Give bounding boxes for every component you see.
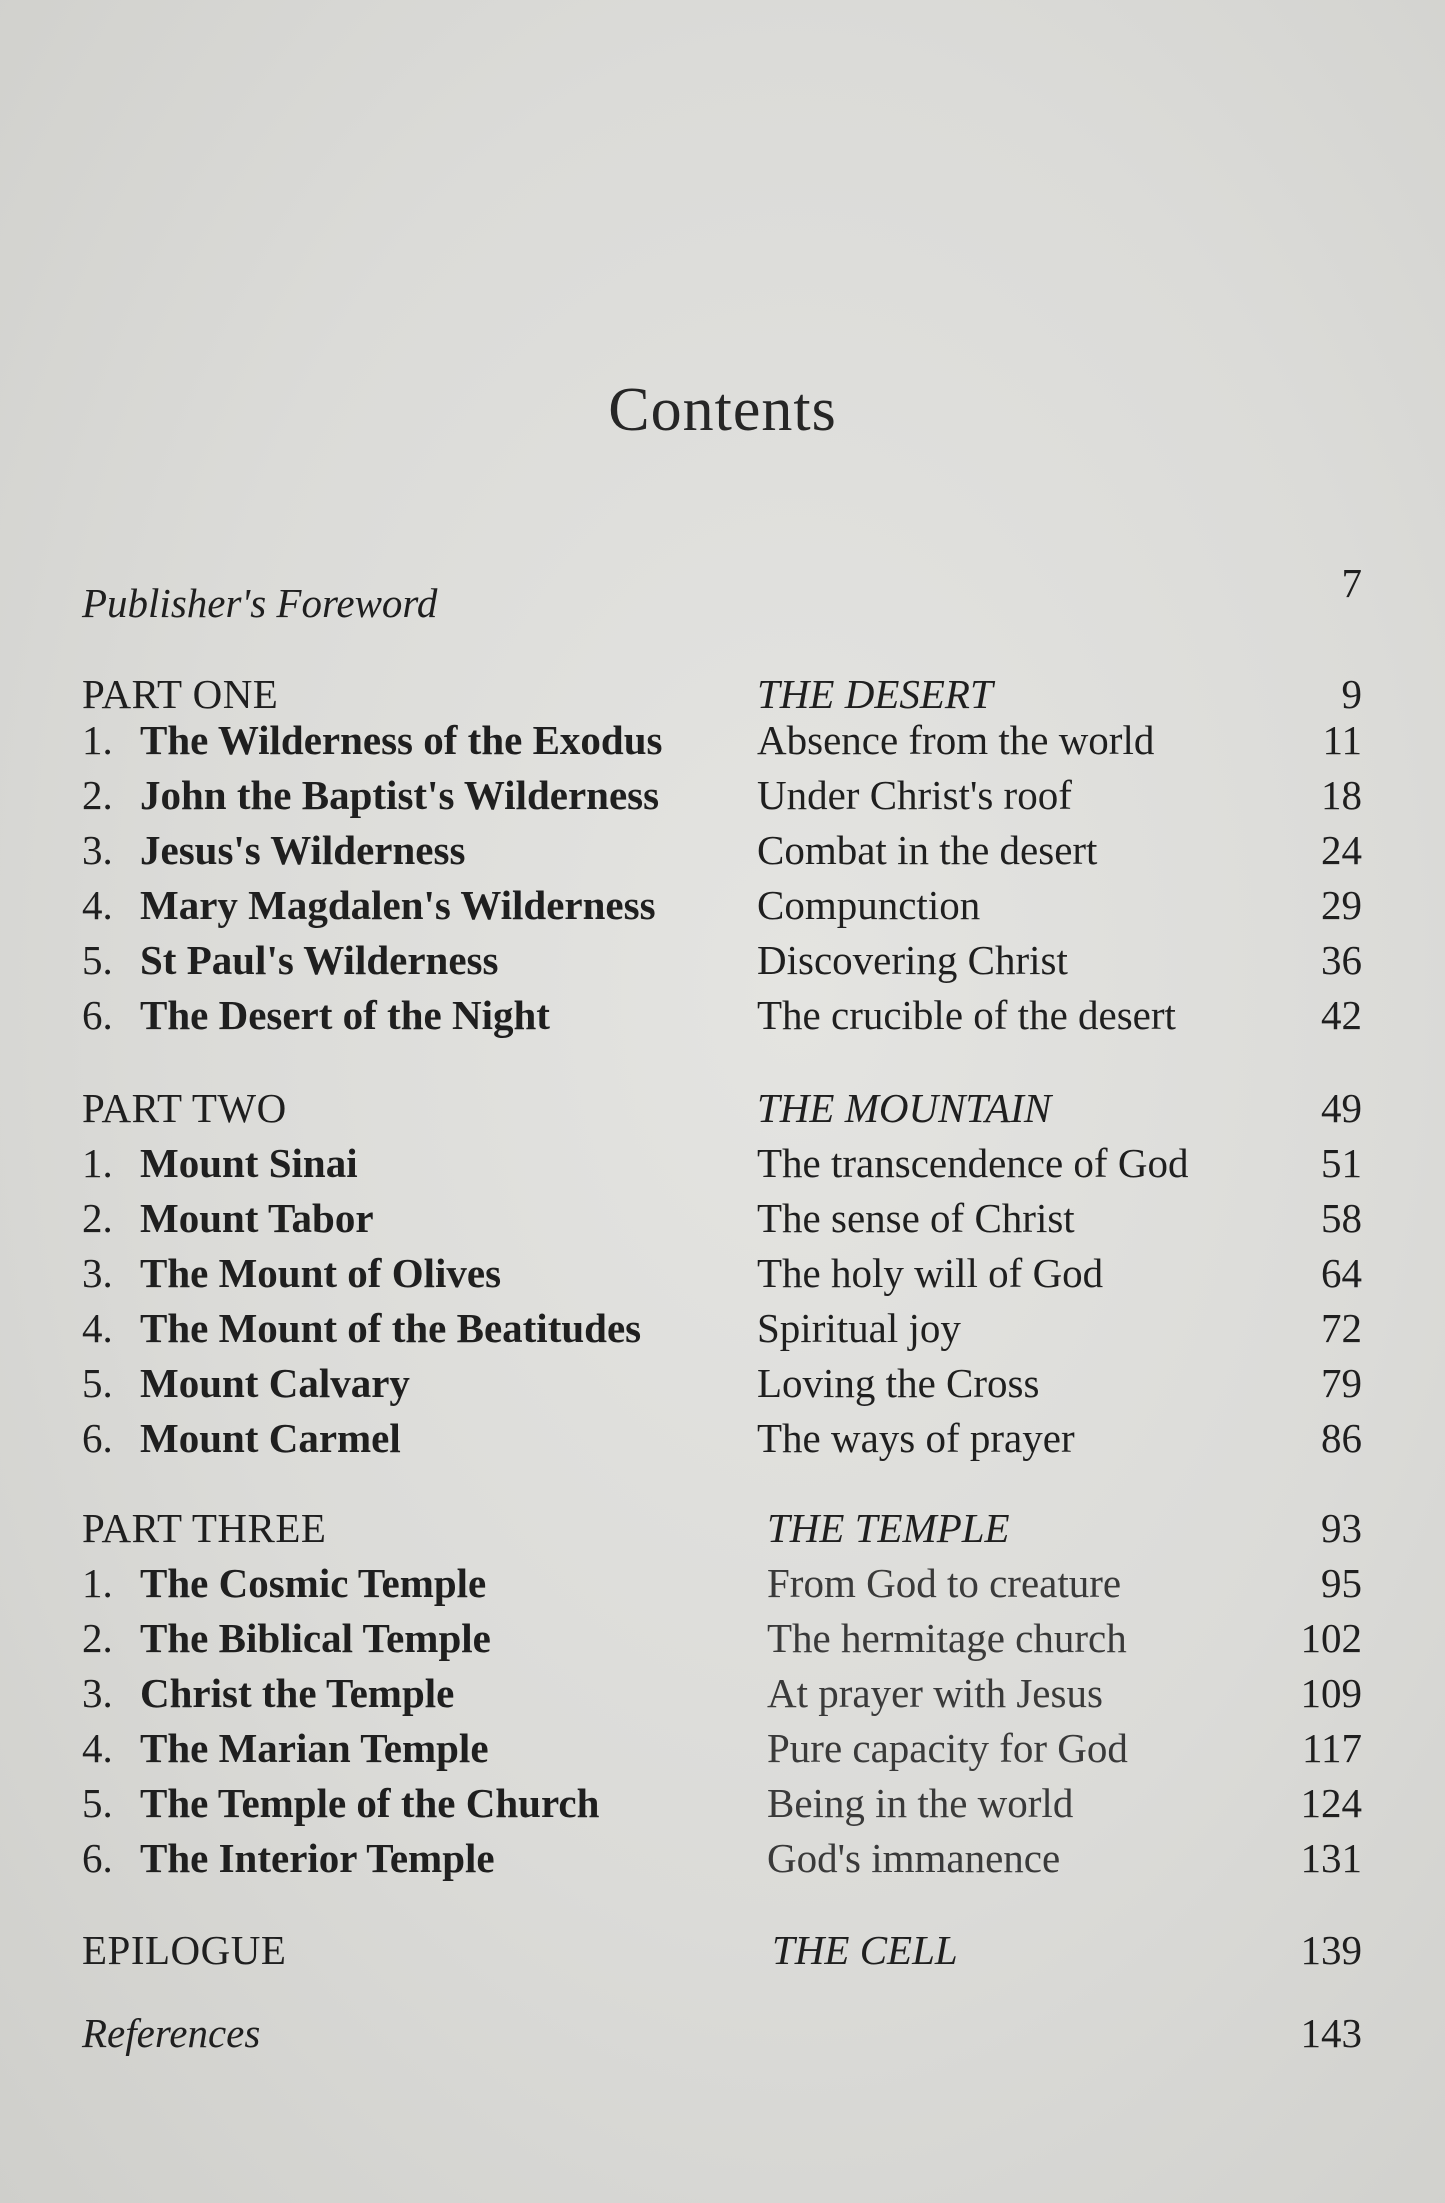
- part-label: PART THREE: [82, 1505, 327, 1551]
- chapter-theme: The sense of Christ: [757, 1195, 1075, 1241]
- chapter-title: Mount Tabor: [140, 1195, 374, 1241]
- chapter-number: 1.: [82, 717, 113, 763]
- chapter-number: 2.: [82, 772, 113, 818]
- toc-chapter-row[interactable]: [82, 987, 1362, 1043]
- toc-chapter-row[interactable]: [82, 1610, 1362, 1666]
- chapter-page: 79: [1321, 1360, 1362, 1406]
- toc-chapter-row[interactable]: [82, 1830, 1362, 1886]
- toc-chapter-row[interactable]: [82, 1410, 1362, 1466]
- chapter-title: The Biblical Temple: [140, 1615, 491, 1661]
- toc-chapter-row[interactable]: [82, 1355, 1362, 1411]
- chapter-number: 6.: [82, 1415, 113, 1461]
- toc-chapter-row[interactable]: [82, 1665, 1362, 1721]
- chapter-number: 3.: [82, 1670, 113, 1716]
- toc-chapter-row[interactable]: [82, 767, 1362, 823]
- chapter-page: 131: [1300, 1835, 1362, 1881]
- chapter-page: 18: [1321, 772, 1362, 818]
- chapter-theme: Under Christ's roof: [757, 772, 1072, 818]
- chapter-page: 72: [1321, 1305, 1362, 1351]
- chapter-theme: Compunction: [757, 882, 981, 928]
- part-label: PART TWO: [82, 1085, 287, 1131]
- chapter-number: 2.: [82, 1195, 113, 1241]
- part-label: PART ONE: [82, 671, 279, 717]
- chapter-title: The Mount of the Beatitudes: [140, 1305, 642, 1351]
- chapter-page: 36: [1321, 937, 1362, 983]
- part-section: THE MOUNTAIN: [757, 1085, 1052, 1131]
- chapter-theme: God's immanence: [767, 1835, 1061, 1881]
- chapter-theme: The transcendence of God: [757, 1140, 1189, 1186]
- chapter-title: St Paul's Wilderness: [140, 937, 499, 983]
- foreword-page: 7: [1341, 560, 1362, 606]
- chapter-title: The Temple of the Church: [140, 1780, 600, 1826]
- chapter-number: 3.: [82, 1250, 113, 1296]
- chapter-title: Mount Calvary: [140, 1360, 410, 1406]
- chapter-number: 4.: [82, 1305, 113, 1351]
- part-section: THE TEMPLE: [767, 1505, 1010, 1551]
- chapter-number: 3.: [82, 827, 113, 873]
- chapter-number: 5.: [82, 1780, 113, 1826]
- chapter-title: Jesus's Wilderness: [140, 827, 466, 873]
- chapter-page: 51: [1321, 1140, 1362, 1186]
- chapter-title: The Cosmic Temple: [140, 1560, 487, 1606]
- chapter-theme: From God to creature: [767, 1560, 1122, 1606]
- chapter-page: 124: [1300, 1780, 1362, 1826]
- part-page: 93: [1321, 1505, 1362, 1551]
- chapter-theme: Combat in the desert: [757, 827, 1098, 873]
- chapter-title: The Wilderness of the Exodus: [140, 717, 663, 763]
- chapter-theme: Pure capacity for God: [767, 1725, 1128, 1771]
- chapter-number: 1.: [82, 1560, 113, 1606]
- chapter-title: The Mount of Olives: [140, 1250, 502, 1296]
- toc-part-row[interactable]: [82, 1500, 1362, 1556]
- chapter-page: 29: [1321, 882, 1362, 928]
- chapter-title: The Desert of the Night: [140, 992, 550, 1038]
- chapter-theme: Spiritual joy: [757, 1305, 961, 1351]
- chapter-page: 11: [1322, 717, 1362, 763]
- chapter-page: 102: [1300, 1615, 1362, 1661]
- part-section: THE DESERT: [757, 671, 993, 717]
- epilogue-label: EPILOGUE: [82, 1927, 287, 1973]
- chapter-theme: Absence from the world: [757, 717, 1155, 763]
- toc-chapter-row[interactable]: [82, 1245, 1362, 1301]
- chapter-theme: The hermitage church: [767, 1615, 1127, 1661]
- toc-epilogue-row[interactable]: [82, 1922, 1362, 1978]
- epilogue-page: 139: [1300, 1927, 1362, 1973]
- chapter-theme: The holy will of God: [757, 1250, 1104, 1296]
- chapter-page: 86: [1321, 1415, 1362, 1461]
- chapter-number: 4.: [82, 882, 113, 928]
- references-label: References: [82, 2010, 261, 2056]
- toc-foreword-row[interactable]: [82, 560, 1362, 631]
- part-page: 49: [1321, 1085, 1362, 1131]
- chapter-theme: The crucible of the desert: [757, 992, 1176, 1038]
- toc-chapter-row[interactable]: [82, 822, 1362, 878]
- chapter-title: The Marian Temple: [140, 1725, 489, 1771]
- chapter-theme: At prayer with Jesus: [767, 1670, 1103, 1716]
- chapter-title: Mary Magdalen's Wilderness: [140, 882, 656, 928]
- chapter-number: 2.: [82, 1615, 113, 1661]
- chapter-title: Christ the Temple: [140, 1670, 455, 1716]
- chapter-number: 5.: [82, 1360, 113, 1406]
- toc-chapter-row[interactable]: [82, 1135, 1362, 1191]
- toc-chapter-row[interactable]: [82, 1720, 1362, 1776]
- toc-part-row[interactable]: [82, 1080, 1362, 1136]
- toc-chapter-row[interactable]: [82, 1555, 1362, 1611]
- chapter-theme: Discovering Christ: [757, 937, 1068, 983]
- references-page: 143: [1300, 2010, 1362, 2056]
- epilogue-section: THE CELL: [772, 1927, 958, 1973]
- chapter-title: John the Baptist's Wilderness: [140, 772, 660, 818]
- chapter-number: 5.: [82, 937, 113, 983]
- chapter-title: Mount Carmel: [140, 1415, 401, 1461]
- chapter-page: 64: [1321, 1250, 1362, 1296]
- chapter-number: 6.: [82, 1835, 113, 1881]
- toc-chapter-row[interactable]: [82, 877, 1362, 933]
- toc-chapter-row[interactable]: [82, 1300, 1362, 1356]
- chapter-theme: Loving the Cross: [757, 1360, 1040, 1406]
- chapter-theme: Being in the world: [767, 1780, 1074, 1826]
- toc-chapter-row[interactable]: [82, 1190, 1362, 1246]
- chapter-number: 4.: [82, 1725, 113, 1771]
- page-title: Contents: [608, 376, 837, 444]
- chapter-number: 6.: [82, 992, 113, 1038]
- toc-chapter-row[interactable]: [82, 712, 1362, 768]
- chapter-page: 42: [1321, 992, 1362, 1038]
- part-page: 9: [1341, 671, 1362, 717]
- chapter-page: 24: [1321, 827, 1362, 873]
- chapter-theme: The ways of prayer: [757, 1415, 1075, 1461]
- chapter-title: Mount Sinai: [140, 1140, 358, 1186]
- toc-chapter-row[interactable]: [82, 932, 1362, 988]
- toc-chapter-row[interactable]: [82, 1775, 1362, 1831]
- chapter-number: 1.: [82, 1140, 113, 1186]
- toc-references-row[interactable]: [82, 2005, 1362, 2061]
- chapter-page: 117: [1302, 1725, 1362, 1771]
- chapter-page: 58: [1321, 1195, 1362, 1241]
- foreword-label: Publisher's Foreword: [82, 580, 438, 626]
- chapter-title: The Interior Temple: [140, 1835, 495, 1881]
- chapter-page: 109: [1300, 1670, 1362, 1716]
- chapter-page: 95: [1321, 1560, 1362, 1606]
